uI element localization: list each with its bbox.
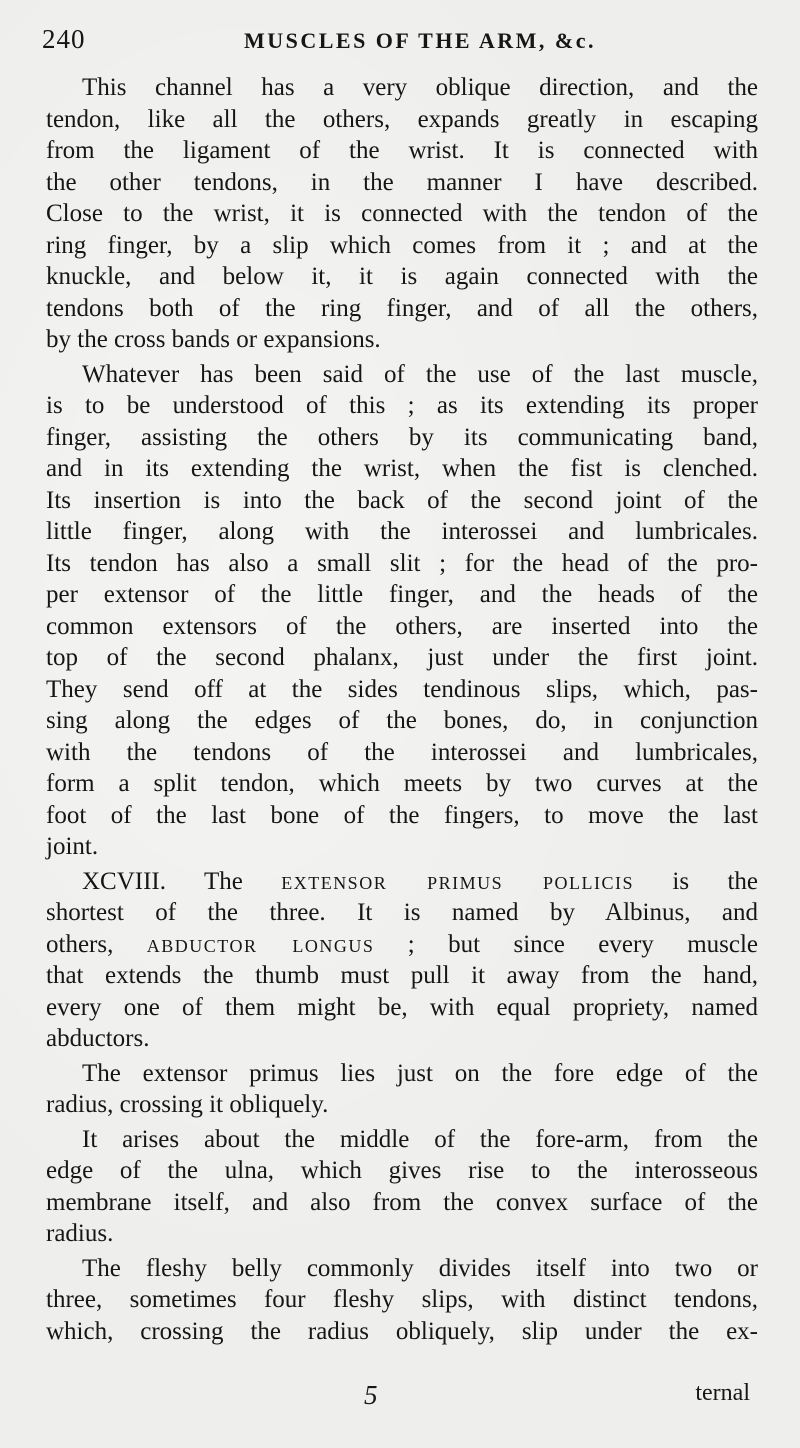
text-line (46, 929, 758, 961)
text-segment: joint. (46, 833, 99, 860)
text-line (46, 1284, 758, 1316)
text-segment: every one of them might be, with equal propriety, named (46, 993, 758, 1021)
text-segment: Close to the wrist, it is connected with the tendon of the (46, 200, 758, 227)
page-header (42, 20, 758, 60)
text-line (46, 1155, 758, 1187)
text-segment: three, sometimes four fleshy slips, with distinct tendons, (46, 1286, 758, 1313)
text-segment: per extensor of the little finger, and the heads of the (46, 581, 758, 608)
text-segment: from the ligament of the wrist. It is connected with (46, 137, 758, 164)
page-footer (46, 1380, 758, 1420)
text-line (46, 831, 758, 863)
text-segment: It arises about the middle of the fore-arm, from the (82, 1125, 758, 1153)
text-segment: tendons both of the ring finger, and of all the others, (46, 294, 758, 322)
text-line (46, 104, 758, 136)
text-line (46, 422, 758, 454)
text-line (46, 548, 758, 580)
text-line (46, 390, 758, 422)
text-line (46, 198, 758, 230)
text-segment: The extensor primus lies just on the fore edge of the (82, 1059, 758, 1087)
text-line (46, 324, 758, 356)
text-segment: common extensors of the others, are inserted into the (46, 612, 758, 640)
text-segment: form a split tendon, which meets by two curves at the (46, 770, 758, 797)
text-line (46, 1187, 758, 1219)
text-line (46, 72, 758, 104)
text-line (46, 1218, 758, 1250)
text-line (46, 705, 758, 737)
text-line (46, 1316, 758, 1348)
text-segment: edge of the ulna, which gives rise to the interosseous (46, 1157, 758, 1184)
text-segment: foot of the last bone of the fingers, to move the last (46, 801, 758, 829)
text-segment: tendon, like all the others, expands greatly in escaping (46, 105, 758, 133)
text-line (46, 611, 758, 643)
text-line (46, 960, 758, 992)
text-line (46, 261, 758, 293)
signature-mark: 5 (364, 1380, 378, 1410)
text-segment: is to be understood of this ; as its extending its proper (46, 392, 758, 419)
text-line (46, 1089, 758, 1121)
page-number: 240 (42, 24, 86, 54)
text-segment: the other tendons, in the manner I have described. (46, 168, 758, 196)
text-segment: and in its extending the wrist, when the fist is clenched. (46, 455, 758, 482)
text-line (46, 359, 758, 391)
text-segment: knuckle, and below it, it is again connected with the (46, 263, 758, 290)
paragraph (46, 72, 758, 356)
running-title: MUSCLES OF THE ARM, &c. (243, 28, 597, 53)
text-segment: Whatever has been said of the use of the last muscle, (82, 360, 758, 388)
text-line (46, 167, 758, 199)
text-line (46, 897, 758, 929)
text-segment: The fleshy belly commonly divides itself into two or (82, 1254, 758, 1282)
text-line (46, 453, 758, 485)
body-text (46, 72, 758, 1350)
text-line (46, 800, 758, 832)
text-line (46, 1058, 758, 1090)
text-line (46, 293, 758, 325)
text-segment: top of the second phalanx, just under the first joint. (46, 644, 758, 671)
text-line (46, 579, 758, 611)
text-segment: ; but since every muscle (374, 930, 759, 958)
small-caps-term: extensor primus pollicis (281, 867, 635, 895)
paragraph (46, 1058, 758, 1121)
text-segment: Its insertion is into the back of the second joint of the (46, 486, 758, 514)
text-line (46, 1124, 758, 1156)
text-line (46, 674, 758, 706)
text-segment: membrane itself, and also from the convex surface of the (46, 1188, 758, 1216)
text-segment: shortest of the three. It is named by Albinus, and (46, 899, 758, 926)
text-line (46, 642, 758, 674)
text-line (46, 485, 758, 517)
text-line (46, 516, 758, 548)
text-segment: with the tendons of the interossei and lumbricales, (46, 738, 758, 766)
text-segment: This channel has a very oblique direction, and the (82, 74, 758, 101)
text-segment: XCVIII. The (82, 867, 282, 895)
text-segment: little finger, along with the interossei and lumbricales. (46, 518, 758, 545)
text-segment: ring finger, by a slip which comes from it ; and at the (46, 231, 758, 259)
text-line (46, 135, 758, 167)
paragraph (46, 866, 758, 1055)
paragraph (46, 359, 758, 863)
text-segment: by the cross bands or expansions. (46, 326, 381, 353)
text-line (46, 768, 758, 800)
text-segment: sing along the edges of the bones, do, in conjunction (46, 707, 758, 734)
text-segment: They send off at the sides tendinous slips, which, pas- (46, 675, 758, 703)
text-segment: Its tendon has also a small slit ; for the head of the pro- (46, 549, 758, 577)
text-segment: finger, assisting the others by its communicating band, (46, 423, 758, 451)
text-segment: is the (634, 867, 759, 895)
text-segment: abductors. (46, 1025, 150, 1052)
catchword: ternal (695, 1380, 750, 1406)
paragraph (46, 1124, 758, 1250)
text-segment: radius. (46, 1220, 114, 1247)
text-line (46, 737, 758, 769)
text-segment: which, crossing the radius obliquely, slip under the ex- (46, 1317, 758, 1345)
small-caps-term: abductor longus (146, 930, 375, 958)
text-line (46, 1253, 758, 1285)
text-segment: that extends the thumb must pull it away from the hand, (46, 962, 758, 989)
text-segment: others, (46, 930, 147, 958)
text-segment: radius, crossing it obliquely. (46, 1091, 329, 1118)
text-line (46, 1023, 758, 1055)
text-line (46, 230, 758, 262)
text-line (46, 866, 758, 898)
paragraph (46, 1253, 758, 1348)
text-line (46, 992, 758, 1024)
